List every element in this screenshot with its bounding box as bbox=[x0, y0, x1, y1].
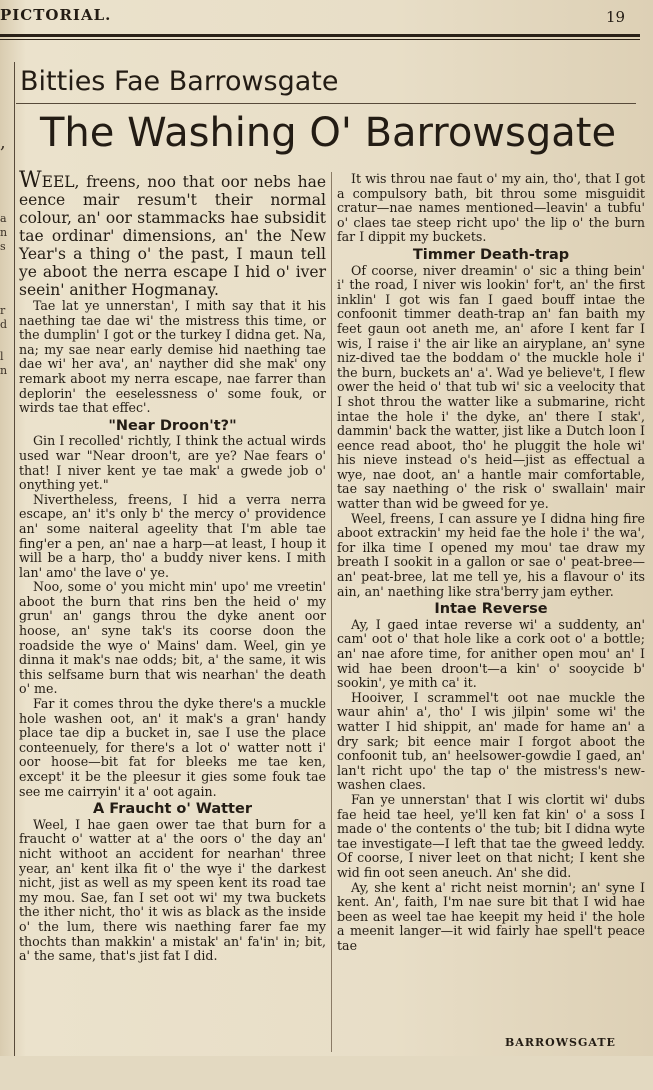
author-signature: BARROWSGATE bbox=[505, 1036, 616, 1049]
top-rule bbox=[0, 34, 640, 37]
paragraph: Weel, I hae gaen ower tae that burn for a fraucht o' watter at a' the oors o' the day an' nicht withoot an accident for nearhan' three year, an' kent ilka fit o' the wye i' the darkest nicht, jist as well as my speen kent its road tae my mou. Sae, fan I set oot wi' my twa buckets the ither nicht, tho' it wis as black as the inside o' the lum, there wis naething farer fae my thochts than makkin' a mistak' an' fa'in' in; bit, a' the same, that's jist fat I did. bbox=[19, 816, 326, 964]
top-rule-thin bbox=[0, 39, 640, 40]
series-title: Bitties Fae Barrowsgate bbox=[20, 66, 339, 97]
margin-fragment: n bbox=[0, 364, 8, 377]
margin-fragment: r bbox=[0, 304, 6, 317]
paragraph: Ay, I gaed intae reverse wi' a suddenty, an' cam' oot o' that hole like a cork oot o' a bottle; an' nae afore time, for anither open mou' an' I wid hae been droon't—a kin' o' sooycide b' sookin', ye mith ca' it. bbox=[337, 616, 645, 691]
margin-fragment: , bbox=[0, 132, 6, 153]
drop-cap: W bbox=[19, 168, 42, 193]
article-title: The Washing O' Barrowsgate bbox=[40, 110, 617, 156]
margin-fragment: s bbox=[0, 240, 6, 253]
paragraph: Nivertheless, freens, I hid a verra nerra escape, an' it's only b' the mercy o' providence an' some naiteral ageelity that I'm able tae fing'er a pen, an' nae a harp—at least, I houp it will be a harp, tho' a buddy niver kens. I mith lan' amo' the lave o' ye. bbox=[19, 491, 326, 580]
page-bottom-margin bbox=[0, 1056, 653, 1090]
paragraph: Weel, freens, I can assure ye I didna hing fire aboot extrackin' my heid fae the hole i' the wa', for ilka time I opened my mou' tae draw my breath I sookit in a gallon or sae o' peat-bree—an' peat-bree, lat me tell ye, his a flavour o' its ain, an' naething like stra'berry jam eyther. bbox=[337, 510, 645, 599]
paragraph: Hooiver, I scrammel't oot nae muckle the waur ahin' a', tho' I wis jilpin' some wi' the watter I hid shippit, an' made for hame an' a dry sark; bit eence mair I forgot aboot the confoonit tub, an' heelsower-gowdie I gaed, an' lan't richt upo' the tap o' the mistress's new-washen claes. bbox=[337, 689, 645, 793]
page-number: 19 bbox=[606, 8, 626, 26]
paragraph: Far it comes throu the dyke there's a muckle hole washen oot, an' it mak's a gran' handy place tae dip a bucket in, sae I use the place conteenuely, for there's a lot o' watter nott i' oor hoose—bit fat for bleeks me tae ken, except' it be the pleesur it gies some fouk tae see me cairryin' it a' oot again. bbox=[19, 696, 326, 799]
left-column bbox=[19, 168, 326, 964]
subheading: Timmer Death-trap bbox=[412, 246, 570, 263]
paragraph: Tae lat ye unnerstan', I mith say that it his naething tae dae wi' the mistress this time, or the dumplin' I got or the turkey I didna get. Na, na; my sae near early demise hid naething tae dae wi' her ava', an' nayther did she mak' ony remark aboot my nerra escape, nae farrer than deplorin' the eeselessness o' some fouk, or wirds tae that effec'. bbox=[19, 298, 326, 416]
paragraph: Fan ye unnerstan' that I wis clortit wi' dubs fae heid tae heel, ye'll ken fat kin' o' a soss I made o' the contents o' the tub; bit I didna wyte tae investigate—I left that tae the gweed leddy. Of coorse, I niver leet on that nicht; I kent she wid fin oot seen aneuch. An' she did. bbox=[337, 791, 645, 880]
right-column bbox=[337, 172, 645, 953]
lead-paragraph bbox=[19, 168, 326, 299]
paragraph: Gin I recolled' richtly, I think the actual wirds used war "Near droon't, are ye? Nae fears o' that! I niver kent ye tae mak' a gwede job o' onything yet." bbox=[19, 433, 326, 493]
paragraph: Noo, some o' you micht min' upo' me vreetin' aboot the burn that rins ben the heid o' my grun' an' gangs throu the dyke anent oor hoose, an' syne tak's its coorse doon the roadside the wye o' Mains' dam. Weel, gin ye dinna it mak's nae odds; bit, a' the same, it wis this selfsame burn that wis nearhan' the death o' me. bbox=[19, 579, 326, 697]
column-divider bbox=[331, 172, 332, 1052]
title-rule bbox=[16, 103, 636, 104]
paragraph: Of coorse, niver dreamin' o' sic a thing bein' i' the road, I niver wis lookin' for't, an' the first inklin' I got wis fan I gaed bouff intae the confoonit timmer death-trap an' fan baith my feet gaun oot aneth me, an' afore I kent far I wis, I raise i' the air like an airyplane, an' syne niz-dived tae the boddam o' the muckle hole i' the burn, buckets an' a'. Wad ye believe't, I flew ower the heid o' that tub wi' sic a veelocity that I shot throu the watter like a submarine, richt intae the hole i' the dyke, an' there I stak', dammin' back the watter, jist like a Dutch loon I eence read aboot, tho' he pluggit the hole wi' his nieve instead o's heid—jist as effectual a wye, nae doot, an' a hantle mair comfortable, tae say naething o' the risk o' swallain' mair watter than wid be gweed for ye. bbox=[337, 262, 645, 512]
subheading: A Fraucht o' Watter bbox=[93, 801, 252, 818]
subheading: "Near Droon't?" bbox=[108, 417, 237, 434]
running-head: PICTORIAL. bbox=[0, 6, 112, 24]
margin-column-rule bbox=[14, 62, 15, 1062]
margin-fragment: l bbox=[0, 350, 4, 363]
subheading: Intae Reverse bbox=[434, 601, 548, 618]
margin-fragment: a bbox=[0, 212, 7, 225]
margin-fragment: d bbox=[0, 318, 8, 331]
margin-fragment: n bbox=[0, 226, 8, 239]
paragraph: Ay, she kent a' richt neist mornin'; an' syne I kent. An', faith, I'm nae sure bit that I wid hae been as weel tae hae keepit my heid i' the hole a meenit langer—it wid fairly hae spell't peace tae bbox=[337, 879, 645, 953]
lead-text: EEL, freens, noo that oor nebs hae eence mair resum't their normal colour, an' oor stammacks hae subsidit tae ordinar' dimensions, an' the New Year's a thing o' the past, I maun tell ye aboot the nerra escape I hid o' iver seein' anither Hogmanay. bbox=[19, 173, 326, 299]
paragraph: It wis throu nae faut o' my ain, tho', that I got a compulsory bath, bit throu some misguidit cratur—nae names mentioned—leavin' a tubfu' o' claes tae steep richt upo' the lip o' the burn far I dippit my buckets. bbox=[337, 171, 645, 245]
